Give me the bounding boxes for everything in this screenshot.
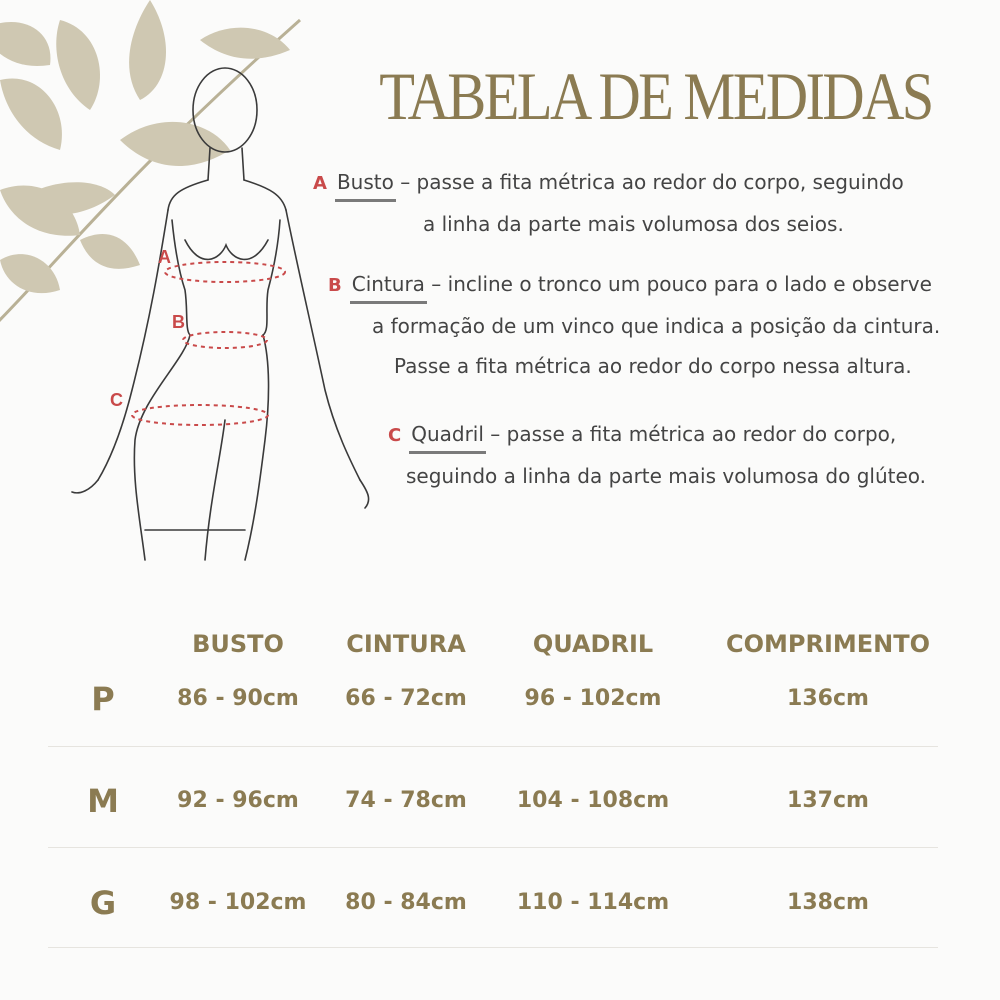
marker-a-label: A <box>158 247 171 267</box>
column-header-comprimento: COMPRIMENTO <box>725 630 931 658</box>
instruction-text: – passe a fita métrica ao redor do corpo, seguindo <box>400 170 904 194</box>
table-cell: 92 - 96cm <box>177 788 299 813</box>
instruction-text: Passe a fita métrica ao redor do corpo nessa altura. <box>394 354 912 378</box>
marker-c-label: C <box>110 390 123 410</box>
table-cell: 136cm <box>787 686 869 711</box>
size-label-p: P <box>91 680 115 718</box>
instruction-text: – passe a fita métrica ao redor do corpo, <box>490 422 897 446</box>
term-label: Cintura <box>352 264 425 304</box>
table-cell: 74 - 78cm <box>345 788 467 813</box>
table-cell: 138cm <box>787 890 869 915</box>
marker-letter: A <box>313 173 327 194</box>
row-divider <box>48 847 938 848</box>
instruction-text: a formação de um vinco que indica a posição da cintura. <box>372 314 941 338</box>
size-label-g: G <box>89 884 117 922</box>
table-cell: 110 - 114cm <box>516 890 670 915</box>
instruction-text: – incline o tronco um pouco para o lado e observe <box>431 272 932 296</box>
table-cell: 86 - 90cm <box>177 686 299 711</box>
table-cell: 137cm <box>787 788 869 813</box>
instruction-text: a linha da parte mais volumosa dos seios. <box>423 212 844 236</box>
table-cell: 96 - 102cm <box>524 686 662 711</box>
term-label: Busto <box>337 162 394 202</box>
table-cell: 80 - 84cm <box>345 890 467 915</box>
size-label-m: M <box>87 782 119 820</box>
page-title: TABELA DE MEDIDAS <box>379 58 932 134</box>
instruction-quadril <box>388 414 988 496</box>
column-header-busto: BUSTO <box>192 630 284 658</box>
marker-letter: B <box>328 275 342 296</box>
marker-letter: C <box>388 425 402 446</box>
column-header-quadril: QUADRIL <box>532 630 654 658</box>
instruction-busto <box>313 162 953 244</box>
row-divider <box>48 746 938 747</box>
table-cell: 66 - 72cm <box>345 686 467 711</box>
column-header-cintura: CINTURA <box>346 630 466 658</box>
instruction-text: seguindo a linha da parte mais volumosa do glúteo. <box>406 464 927 488</box>
row-divider <box>48 947 938 948</box>
table-cell: 98 - 102cm <box>169 890 307 915</box>
table-cell: 104 - 108cm <box>516 788 670 813</box>
term-label: Quadril <box>411 414 484 454</box>
marker-b-label: B <box>172 312 185 332</box>
instruction-cintura <box>328 264 968 386</box>
